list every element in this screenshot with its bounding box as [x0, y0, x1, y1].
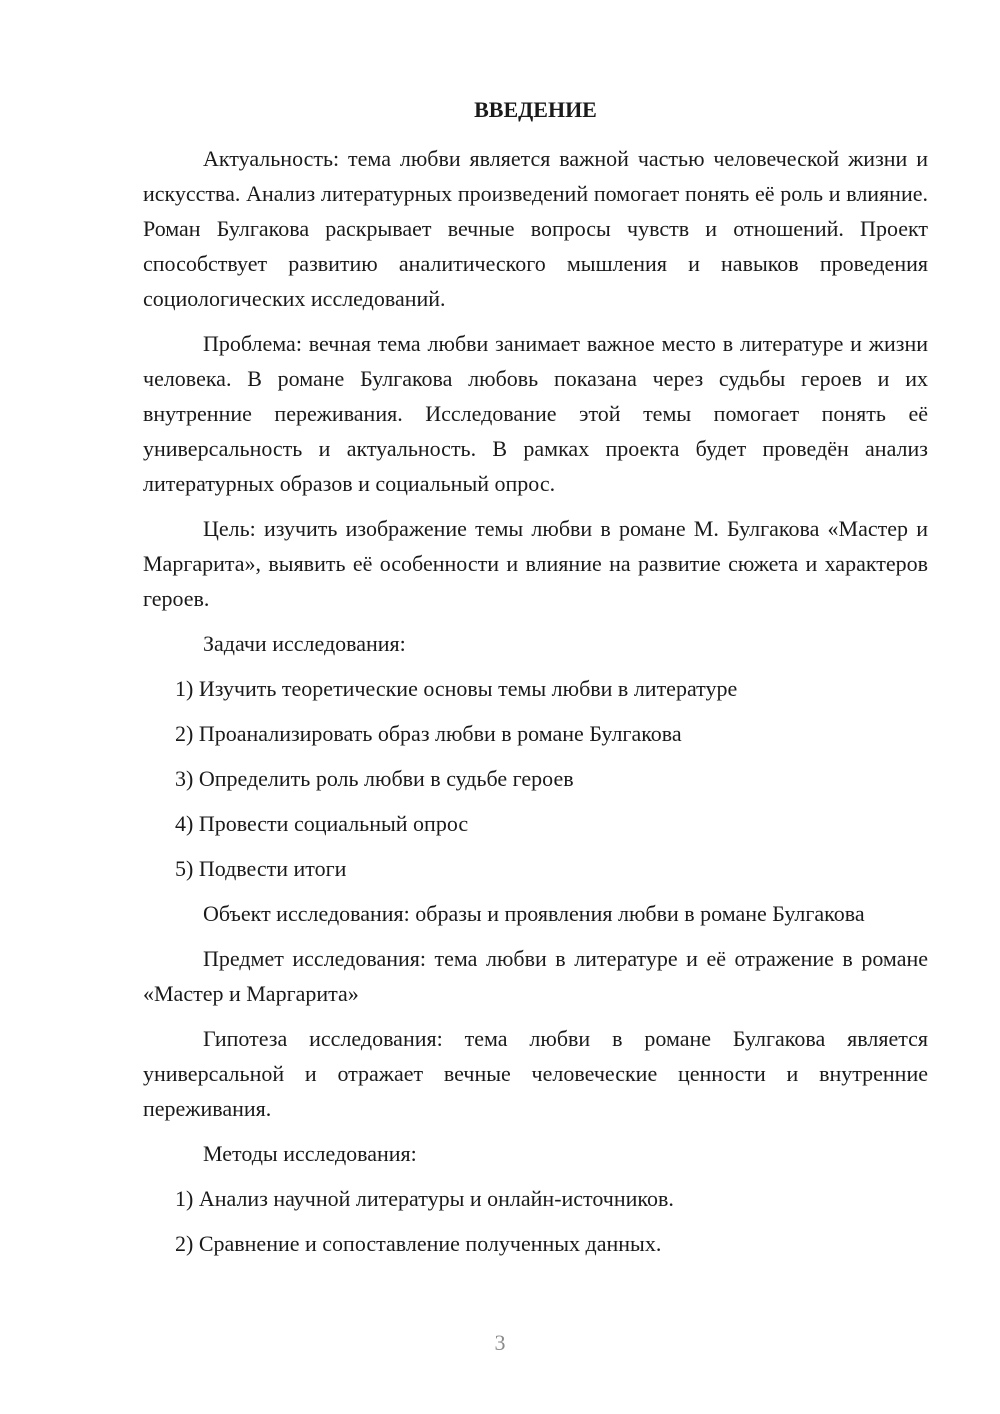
hypothesis-paragraph: Гипотеза исследования: тема любви в романе Булгакова является универсальной и отражает вечные человеческие ценности и внутренние переживания. — [143, 1026, 928, 1121]
task-item: 5) Подвести итоги — [175, 856, 347, 881]
method-item: 1) Анализ научной литературы и онлайн-источников. — [175, 1186, 674, 1211]
goal-paragraph: Цель: изучить изображение темы любви в романе М. Булгакова «Мастер и Маргарита», выявить её особенности и влияние на развитие сюжета и характеров героев. — [143, 516, 928, 611]
problem-paragraph: Проблема: вечная тема любви занимает важное место в литературе и жизни человека. В романе Булгакова любовь показана через судьбы героев и их внутренние переживания. Исследование этой темы помогает понять её универсальность и актуальность. В рамках проекта будет проведён анализ литературных образов и социальный опрос. — [143, 331, 928, 496]
task-item: 2) Проанализировать образ любви в романе Булгакова — [175, 721, 682, 746]
task-item: 1) Изучить теоретические основы темы любви в литературе — [175, 676, 738, 701]
section-title: ВВЕДЕНИЕ — [474, 97, 597, 122]
method-item: 2) Сравнение и сопоставление полученных данных. — [175, 1231, 662, 1256]
tasks-label: Задачи исследования: — [203, 631, 406, 656]
methods-label: Методы исследования: — [203, 1141, 417, 1166]
task-item: 4) Провести социальный опрос — [175, 811, 469, 836]
tasks-list — [143, 671, 928, 886]
task-item: 3) Определить роль любви в судьбе героев — [175, 766, 574, 791]
document-page — [143, 92, 928, 1271]
subject-paragraph: Предмет исследования: тема любви в литературе и её отражение в романе «Мастер и Маргарита» — [143, 946, 928, 1006]
object-paragraph: Объект исследования: образы и проявления любви в романе Булгакова — [203, 901, 865, 926]
page-number: 3 — [494, 1330, 506, 1355]
methods-list — [143, 1181, 928, 1261]
relevance-paragraph: Актуальность: тема любви является важной частью человеческой жизни и искусства. Анализ литературных произведений помогает понять её роль и влияние. Роман Булгакова раскрывает вечные вопросы чувств и отношений. Проект способствует развитию аналитического мышления и навыков проведения социологических исследований. — [143, 146, 928, 311]
